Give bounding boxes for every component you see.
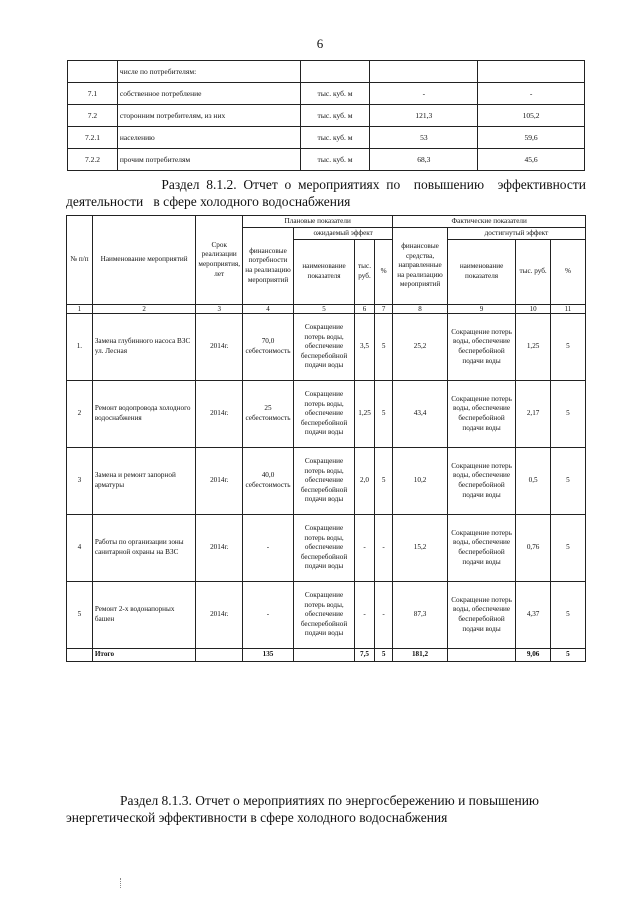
row-fact-percent: 5	[550, 515, 585, 582]
total-label: Итого	[92, 649, 196, 662]
row-plan-percent: 5	[374, 381, 392, 448]
row-unit: тыс. куб. м	[300, 105, 370, 127]
total-plan-rub: 7,5	[355, 649, 375, 662]
header-percent: %	[550, 240, 585, 305]
col-number: 7	[374, 305, 392, 314]
row-term: 2014г.	[196, 515, 243, 582]
row-name: Работы по организации зоны санитарной охраны на ВЗС	[92, 515, 196, 582]
total-row	[67, 649, 586, 662]
header-name: Наименование мероприятий	[92, 216, 196, 305]
row-fact-rub: 0,76	[516, 515, 551, 582]
header-term: Срок реализации мероприятия, лет	[196, 216, 243, 305]
row-number: 3	[67, 448, 93, 515]
row-value-fact: 59,6	[478, 127, 585, 149]
header-planned: Плановые показатели	[243, 216, 393, 228]
table-row	[67, 448, 586, 515]
row-name: Замена глубинного насоса ВЗС ул. Лесная	[92, 314, 196, 381]
row-name: населению	[117, 127, 300, 149]
row-value-plan	[370, 61, 478, 83]
row-plan-percent: 5	[374, 448, 392, 515]
row-value-fact: 105,2	[478, 105, 585, 127]
row-fact-indicator: Сокращение потерь воды, обеспечение бесперебойной подачи воды	[447, 515, 516, 582]
row-plan-rub: 2,0	[355, 448, 375, 515]
total-fact-fin: 181,2	[393, 649, 447, 662]
row-name: Ремонт 2-х водонапорных башен	[92, 582, 196, 649]
row-plan-rub: 1,25	[355, 381, 375, 448]
consumption-table	[67, 60, 585, 171]
header-row	[67, 216, 586, 228]
row-value-plan: 121,3	[370, 105, 478, 127]
row-fact-indicator: Сокращение потерь воды, обеспечение бесперебойной подачи воды	[447, 448, 516, 515]
row-number	[68, 61, 118, 83]
row-fact-rub: 2,17	[516, 381, 551, 448]
row-fact-fin: 25,2	[393, 314, 447, 381]
header-indicator-name: наименование показателя	[293, 240, 354, 305]
header-actual: Фактические показатели	[393, 216, 586, 228]
table-row	[68, 127, 585, 149]
row-term: 2014г.	[196, 582, 243, 649]
total-empty	[293, 649, 354, 662]
row-fact-rub: 1,25	[516, 314, 551, 381]
row-number: 7.2	[68, 105, 118, 127]
row-name: числе по потребителям:	[117, 61, 300, 83]
col-number: 9	[447, 305, 516, 314]
section-813-title-line2: энергетической эффективности в сфере холодного водоснабжения	[66, 810, 448, 825]
row-unit	[300, 61, 370, 83]
row-number: 7.2.1	[68, 127, 118, 149]
total-plan-percent: 5	[374, 649, 392, 662]
total-fin-need: 135	[243, 649, 294, 662]
row-plan-indicator: Сокращение потерь воды, обеспечение бесперебойной подачи воды	[293, 381, 354, 448]
col-number: 5	[293, 305, 354, 314]
row-fact-fin: 15,2	[393, 515, 447, 582]
table-row	[68, 61, 585, 83]
header-thous-rub: тыс. руб.	[355, 240, 375, 305]
table-row	[67, 515, 586, 582]
row-number: 5	[67, 582, 93, 649]
row-name: сторонним потребителям, из них	[117, 105, 300, 127]
header-fin-need: финансовые потребности на реализацию мероприятий	[243, 228, 294, 305]
total-empty	[196, 649, 243, 662]
col-number: 4	[243, 305, 294, 314]
row-fin-need: 25 себестоимость	[243, 381, 294, 448]
row-name: прочим потребителям	[117, 149, 300, 171]
table-row	[67, 381, 586, 448]
row-fact-percent: 5	[550, 314, 585, 381]
row-value-plan: -	[370, 83, 478, 105]
col-number: 3	[196, 305, 243, 314]
table-row	[68, 83, 585, 105]
row-plan-indicator: Сокращение потерь воды, обеспечение бесперебойной подачи воды	[293, 515, 354, 582]
row-term: 2014г.	[196, 381, 243, 448]
measures-table	[66, 215, 586, 662]
total-empty	[67, 649, 93, 662]
row-plan-percent: 5	[374, 314, 392, 381]
row-value-fact: 45,6	[478, 149, 585, 171]
row-number: 2	[67, 381, 93, 448]
row-term: 2014г.	[196, 448, 243, 515]
row-plan-percent: -	[374, 515, 392, 582]
total-fact-percent: 5	[550, 649, 585, 662]
section-812-heading	[66, 176, 586, 210]
row-value-plan: 53	[370, 127, 478, 149]
header-fin-directed: финансовые средства, направленные на реализацию мероприятий	[393, 228, 447, 305]
row-fact-fin: 87,3	[393, 582, 447, 649]
section-813-heading	[66, 792, 586, 826]
row-fin-need: 40,0 себестоимость	[243, 448, 294, 515]
row-unit: тыс. куб. м	[300, 127, 370, 149]
table-row	[68, 105, 585, 127]
row-plan-indicator: Сокращение потерь воды, обеспечение бесперебойной подачи воды	[293, 448, 354, 515]
col-number: 8	[393, 305, 447, 314]
row-term: 2014г.	[196, 314, 243, 381]
row-plan-rub: -	[355, 515, 375, 582]
row-fin-need: 70,0 себестоимость	[243, 314, 294, 381]
row-plan-indicator: Сокращение потерь воды, обеспечение бесперебойной подачи воды	[293, 582, 354, 649]
row-fact-fin: 10,2	[393, 448, 447, 515]
row-value-fact: -	[478, 83, 585, 105]
header-expected-effect: ожидаемый эффект	[293, 228, 392, 240]
row-value-plan: 68,3	[370, 149, 478, 171]
col-number: 6	[355, 305, 375, 314]
section-812-title-line2: деятельности в сфере холодного водоснабжения	[66, 194, 351, 209]
section-813-title-line1: Раздел 8.1.3. Отчет о мероприятиях по энергосбережению и повышению	[120, 793, 540, 808]
row-plan-percent: -	[374, 582, 392, 649]
row-name: Ремонт водопровода холодного водоснабжения	[92, 381, 196, 448]
row-fin-need: -	[243, 582, 294, 649]
column-number-row	[67, 305, 586, 314]
col-number: 1	[67, 305, 93, 314]
row-fin-need: -	[243, 515, 294, 582]
row-plan-indicator: Сокращение потерь воды, обеспечение бесперебойной подачи воды	[293, 314, 354, 381]
total-fact-rub: 9,06	[516, 649, 551, 662]
header-thous-rub: тыс. руб.	[516, 240, 551, 305]
scan-mark	[120, 878, 122, 888]
section-812-title-line1: Раздел 8.1.2. Отчет о мероприятиях по повышению эффективности	[161, 177, 586, 192]
row-fact-rub: 4,37	[516, 582, 551, 649]
row-unit: тыс. куб. м	[300, 149, 370, 171]
row-number: 7.1	[68, 83, 118, 105]
row-number: 4	[67, 515, 93, 582]
header-percent: %	[374, 240, 392, 305]
row-fact-percent: 5	[550, 381, 585, 448]
total-empty	[447, 649, 516, 662]
row-number: 1.	[67, 314, 93, 381]
row-fact-indicator: Сокращение потерь воды, обеспечение бесперебойной подачи воды	[447, 582, 516, 649]
row-plan-rub: 3,5	[355, 314, 375, 381]
row-unit: тыс. куб. м	[300, 83, 370, 105]
header-achieved-effect: достигнутый эффект	[447, 228, 585, 240]
header-num: № п/п	[67, 216, 93, 305]
row-name: собственное потребление	[117, 83, 300, 105]
row-fact-indicator: Сокращение потерь воды, обеспечение бесперебойной подачи воды	[447, 314, 516, 381]
row-fact-percent: 5	[550, 448, 585, 515]
table-row	[67, 582, 586, 649]
row-fact-percent: 5	[550, 582, 585, 649]
row-value-fact	[478, 61, 585, 83]
row-name: Замена и ремонт запорной арматуры	[92, 448, 196, 515]
row-fact-indicator: Сокращение потерь воды, обеспечение бесперебойной подачи воды	[447, 381, 516, 448]
table-row	[67, 314, 586, 381]
table-row	[68, 149, 585, 171]
row-plan-rub: -	[355, 582, 375, 649]
row-fact-rub: 0,5	[516, 448, 551, 515]
header-indicator-name: наименование показателя	[447, 240, 516, 305]
row-number: 7.2.2	[68, 149, 118, 171]
page-number: 6	[316, 36, 324, 51]
col-number: 10	[516, 305, 551, 314]
col-number: 2	[92, 305, 196, 314]
row-fact-fin: 43,4	[393, 381, 447, 448]
col-number: 11	[550, 305, 585, 314]
